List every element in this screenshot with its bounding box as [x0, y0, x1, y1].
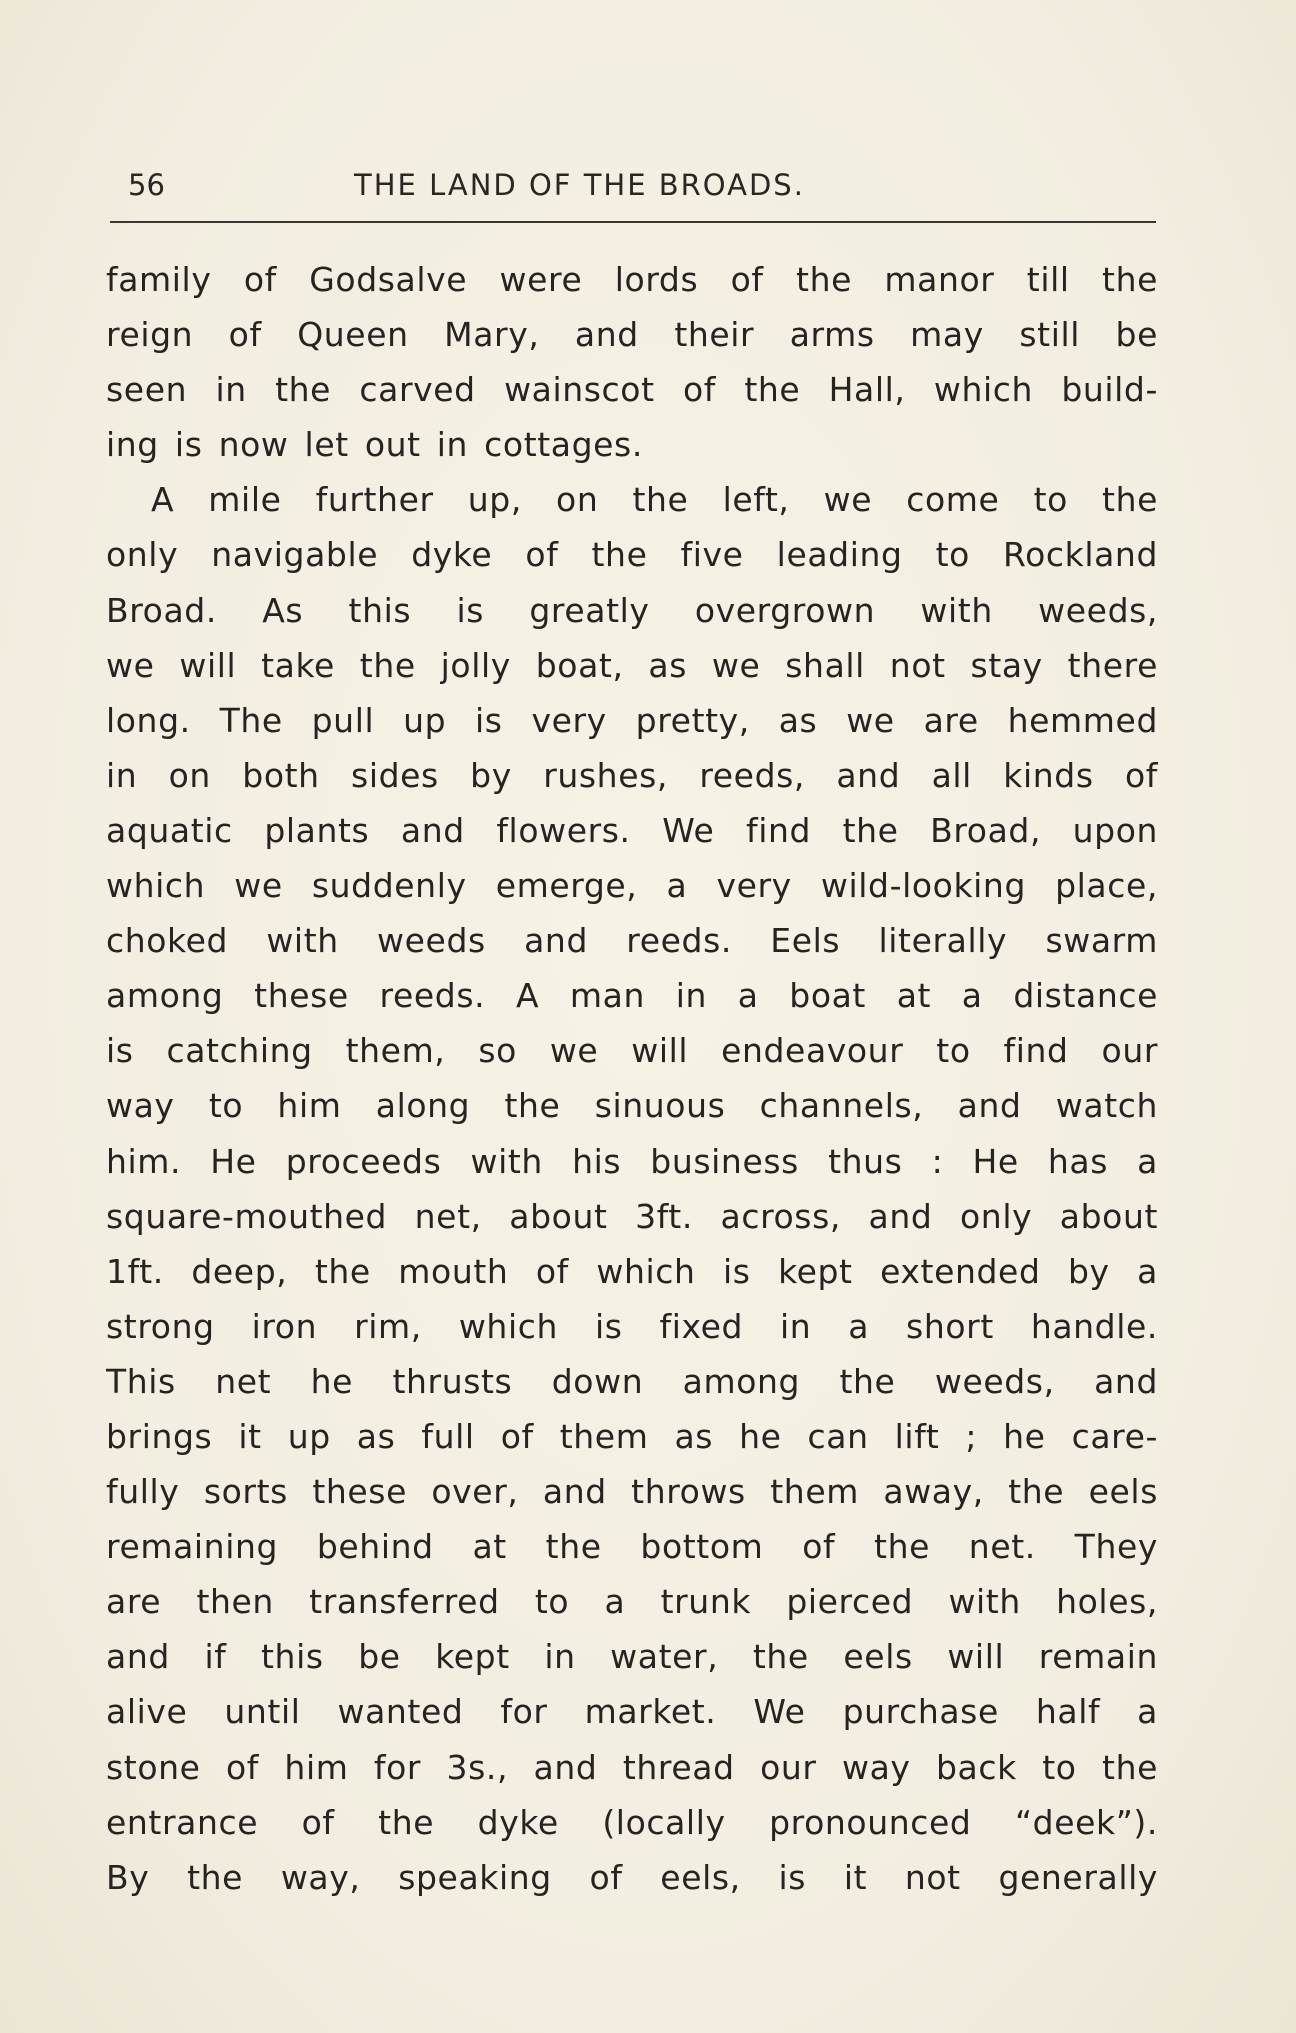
text-line: is catching them, so we will endeavour to find our: [106, 1031, 1158, 1071]
body-text: [106, 252, 1158, 1905]
text-line: only navigable dyke of the five leading to Rockland: [106, 535, 1158, 575]
text-line: strong iron rim, which is fixed in a short handle.: [106, 1306, 1158, 1346]
text-line: alive until wanted for market. We purchase half a: [106, 1692, 1158, 1732]
text-line: reign of Queen Mary, and their arms may still be: [106, 315, 1158, 355]
text-line: and if this be kept in water, the eels will remain: [106, 1637, 1158, 1677]
text-line: choked with weeds and reeds. Eels literally swarm: [106, 921, 1158, 961]
text-line: seen in the carved wainscot of the Hall, which build-: [106, 370, 1158, 410]
text-line: way to him along the sinuous channels, and watch: [106, 1086, 1158, 1126]
text-line: This net he thrusts down among the weeds, and: [106, 1361, 1158, 1401]
text-line: among these reeds. A man in a boat at a distance: [106, 976, 1158, 1016]
text-line: long. The pull up is very pretty, as we are hemmed: [106, 700, 1158, 740]
text-line: ing is now let out in cottages.: [106, 425, 643, 465]
text-line: in on both sides by rushes, reeds, and all kinds of: [106, 755, 1158, 795]
running-head: [128, 168, 1158, 208]
text-line: stone of him for 3s., and thread our way back to the: [106, 1747, 1158, 1787]
text-line: 1ft. deep, the mouth of which is kept extended by a: [106, 1251, 1158, 1291]
text-line: him. He proceeds with his business thus : He has a: [106, 1141, 1158, 1181]
text-line: which we suddenly emerge, a very wild-looking place,: [106, 866, 1158, 906]
text-line: are then transferred to a trunk pierced with holes,: [106, 1582, 1158, 1622]
text-line: Broad. As this is greatly overgrown with weeds,: [106, 590, 1158, 630]
text-line: A mile further up, on the left, we come to the: [151, 480, 1158, 520]
text-line: aquatic plants and flowers. We find the Broad, upon: [106, 810, 1158, 850]
header-rule: [110, 221, 1156, 223]
text-line: square-mouthed net, about 3ft. across, and only about: [106, 1196, 1158, 1236]
text-line: remaining behind at the bottom of the net. They: [106, 1527, 1158, 1567]
text-line: entrance of the dyke (locally pronounced “deek”).: [106, 1802, 1158, 1842]
text-line: brings it up as full of them as he can lift ; he care-: [106, 1416, 1158, 1456]
text-line: By the way, speaking of eels, is it not generally: [106, 1857, 1158, 1897]
page-number: 56: [128, 168, 165, 202]
running-title: THE LAND OF THE BROADS.: [354, 168, 805, 202]
text-line: we will take the jolly boat, as we shall not stay there: [106, 645, 1158, 685]
text-line: family of Godsalve were lords of the manor till the: [106, 260, 1158, 299]
text-line: fully sorts these over, and throws them away, the eels: [106, 1472, 1158, 1512]
